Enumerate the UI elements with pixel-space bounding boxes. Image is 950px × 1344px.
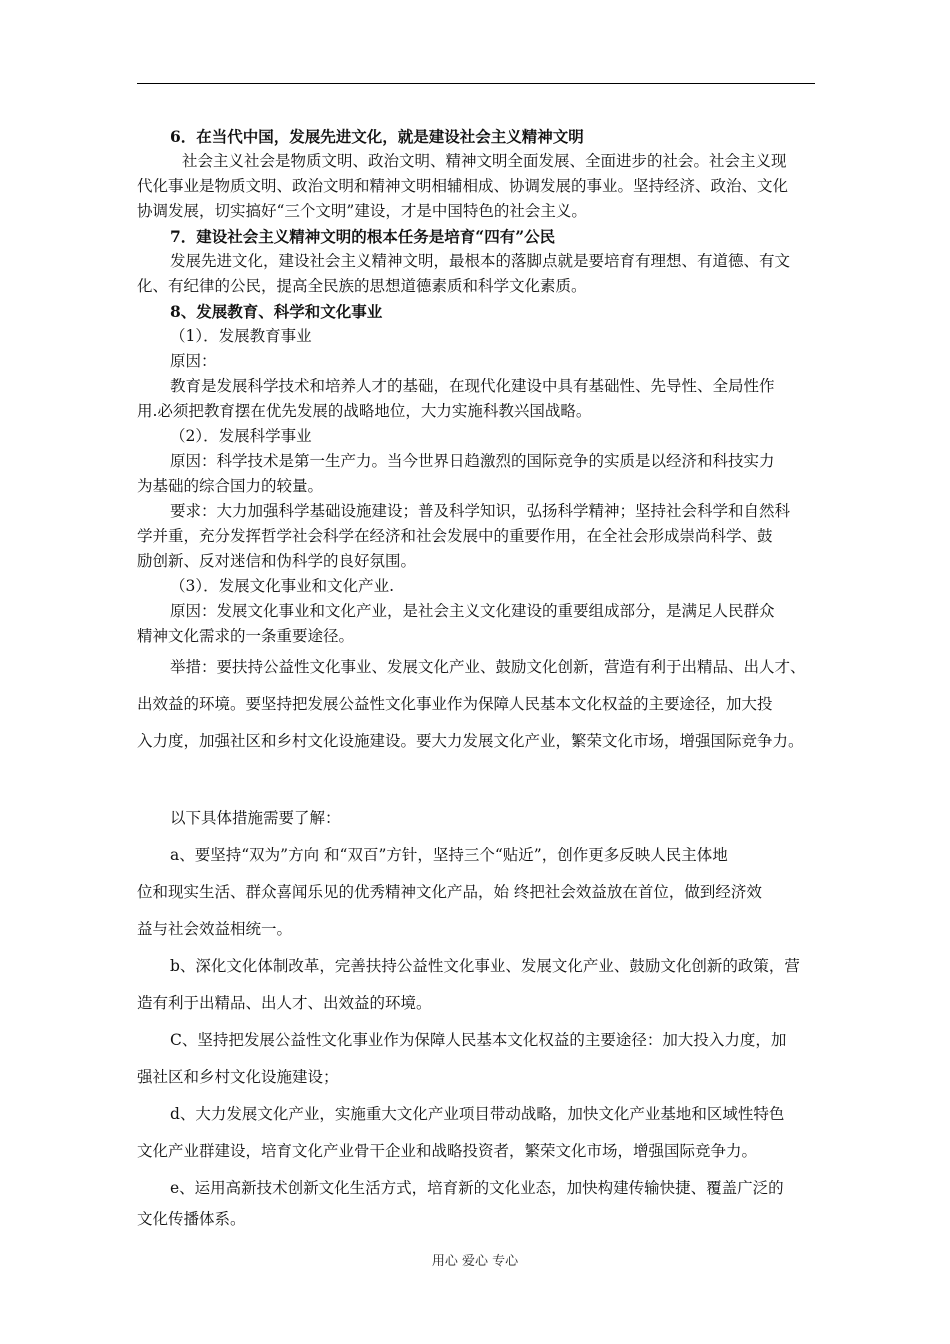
paragraph-line: 代化事业是物质文明、政治文明和精神文明相辅相成、协调发展的事业。坚持经济、政治、文化 — [137, 177, 789, 195]
paragraph-line: 协调发展，切实搞好“三个文明”建设，才是中国特色的社会主义。 — [137, 202, 587, 220]
paragraph-line: 造有利于出精品、出人才、出效益的环境。 — [137, 994, 432, 1012]
paragraph-line: 位和现实生活、群众喜闻乐见的优秀精神文化产品，始 终把社会效益放在首位，做到经济效 — [137, 883, 762, 901]
paragraph-line: e、运用高新技术创新文化生活方式，培育新的文化业态，加快构建传输快捷、覆盖广泛的 — [170, 1179, 784, 1197]
subsection-education-title: （1）．发展教育事业 — [170, 327, 312, 345]
section-6-heading: 6．在当代中国，发展先进文化，就是建设社会主义精神文明 — [170, 127, 584, 146]
paragraph-line: 举措：要扶持公益性文化事业、发展文化产业、鼓励文化创新，营造有利于出精品、出人才、 — [170, 658, 806, 676]
paragraph-line: 入力度，加强社区和乡村文化设施建设。要大力发展文化产业，繁荣文化市场，增强国际竞争力。 — [137, 732, 804, 750]
paragraph-line: 用.必须把教育摆在优先发展的战略地位，大力实施科教兴国战略。 — [137, 402, 592, 420]
paragraph-line: 学并重，充分发挥哲学社会科学在经济和社会发展中的重要作用，在全社会形成崇尚科学、鼓 — [137, 527, 773, 545]
section-8-heading: 8、发展教育、科学和文化事业 — [170, 302, 383, 321]
paragraph-line: b、深化文化体制改革，完善扶持公益性文化事业、发展文化产业、鼓励文化创新的政策，营 — [170, 957, 800, 975]
page-footer: 用心 爱心 专心 — [431, 1254, 519, 1269]
paragraph-line: 文化产业群建设，培育文化产业骨干企业和战略投资者，繁荣文化市场，增强国际竞争力。 — [137, 1142, 758, 1160]
document-body — [137, 124, 817, 1232]
paragraph-line: 原因：发展文化事业和文化产业，是社会主义文化建设的重要组成部分，是满足人民群众 — [170, 602, 775, 620]
education-reason-label: 原因： — [170, 352, 217, 370]
paragraph-line: 文化传播体系。 — [137, 1210, 246, 1228]
subsection-science-title: （2）．发展科学事业 — [170, 427, 312, 445]
paragraph-line: a、要坚持“双为”方向 和“双百”方针，坚持三个“贴近”，创作更多反映人民主体地 — [170, 846, 728, 864]
paragraph-line: 原因：科学技术是第一生产力。当今世界日趋激烈的国际竞争的实质是以经济和科技实力 — [170, 452, 775, 470]
subsection-culture-title: （3）．发展文化事业和文化产业. — [170, 577, 395, 595]
section-7-heading: 7．建设社会主义精神文明的根本任务是培育“四有”公民 — [170, 227, 556, 246]
paragraph-line: 社会主义社会是物质文明、政治文明、精神文明全面发展、全面进步的社会。社会主义现 — [182, 152, 787, 170]
paragraph-line: C、坚持把发展公益性文化事业作为保障人民基本文化权益的主要途径：加大投入力度，加 — [170, 1031, 787, 1049]
paragraph-line: 要求：大力加强科学基础设施建设；普及科学知识，弘扬科学精神；坚持社会科学和自然科 — [170, 502, 791, 520]
spacer — [137, 760, 817, 800]
paragraph-line: 励创新、反对迷信和伪科学的良好氛围。 — [137, 552, 417, 570]
paragraph-line: 教育是发展科学技术和培养人才的基础，在现代化建设中具有基础性、先导性、全局性作 — [170, 377, 775, 395]
paragraph-line: 化、有纪律的公民，提高全民族的思想道德素质和科学文化素质。 — [137, 277, 587, 295]
paragraph-line: 出效益的环境。要坚持把发展公益性文化事业作为保障人民基本文化权益的主要途径，加大投 — [137, 695, 773, 713]
paragraph-line: 精神文化需求的一条重要途径。 — [137, 627, 355, 645]
paragraph-line: d、大力发展文化产业，实施重大文化产业项目带动战略，加快文化产业基地和区域性特色 — [170, 1105, 785, 1123]
paragraph-line: 发展先进文化，建设社会主义精神文明，最根本的落脚点就是要培育有理想、有道德、有文 — [170, 252, 791, 270]
details-intro: 以下具体措施需要了解： — [170, 809, 341, 827]
paragraph-line: 益与社会效益相统一。 — [137, 920, 293, 938]
header-rule — [137, 83, 815, 84]
paragraph-line: 为基础的综合国力的较量。 — [137, 477, 324, 495]
paragraph-line: 强社区和乡村文化设施建设； — [137, 1068, 339, 1086]
